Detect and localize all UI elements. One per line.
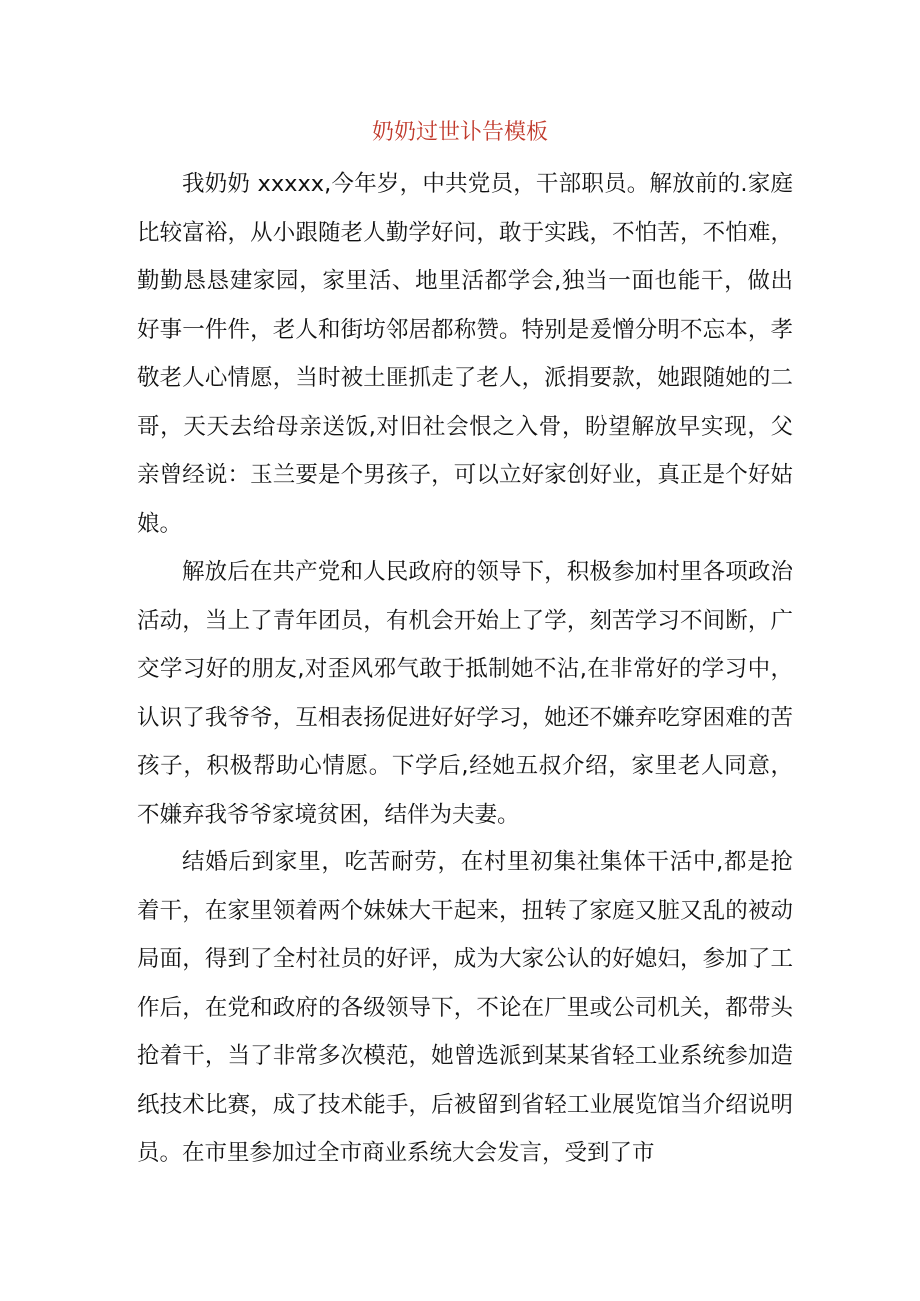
- document-title: 奶奶过世讣告模板: [371, 120, 548, 145]
- paragraph-1: 我奶奶 xxxxx,今年岁，中共党员，干部职员。解放前的.家庭比较富裕，从小跟随老人勤学好问，敢于实践，不怕苦，不怕难，勤勤恳恳建家园，家里活、地里活都学会,独当一面也能干，做出好事一件件，老人和街坊邻居都称赞。特别是爰憎分明不忘本，孝敬老人心情愿，当时被土匪抓走了老人，派捐要款，她跟随她的二哥，天天去给母亲送饭,对旧社会恨之入骨，盼望解放早实现，父亲曾经说：玉兰要是个男孩子，可以立好家创好业，真正是个好姑娘。: [137, 171, 793, 537]
- paragraph-2: 解放后在共产党和人民政府的领导下，积极参加村里各项政治活动，当上了青年团员，有机会开始上了学，刻苦学习不间断，广交学习好的朋友,对歪风邪气敢于抵制她不沾,在非常好的学习中，认识了我爷爷，互相表扬促进好好学习，她还不嫌弃吃穿困难的苦孩子，积极帮助心情愿。下学后,经她五叔介绍，家里老人同意，不嫌弃我爷爷家境贫困，结伴为夫妻。: [137, 559, 793, 828]
- paragraph-3: 结婚后到家里，吃苦耐劳，在村里初集社集体干活中,都是抢着干，在家里领着两个妹妹大干起来，扭转了家庭又脏又乱的被动局面，得到了全村社员的好评，成为大家公认的好媳妇，参加了工作后，在党和政府的各级领导下，不论在厂里或公司机关，都带头抢着干，当了非常多次模范，她曾选派到某某省轻工业系统参加造纸技术比赛，成了技术能手，后被留到省轻工业展览馆当介绍说明员。在市里参加过全市商业系统大会发言，受到了市: [137, 849, 793, 1166]
